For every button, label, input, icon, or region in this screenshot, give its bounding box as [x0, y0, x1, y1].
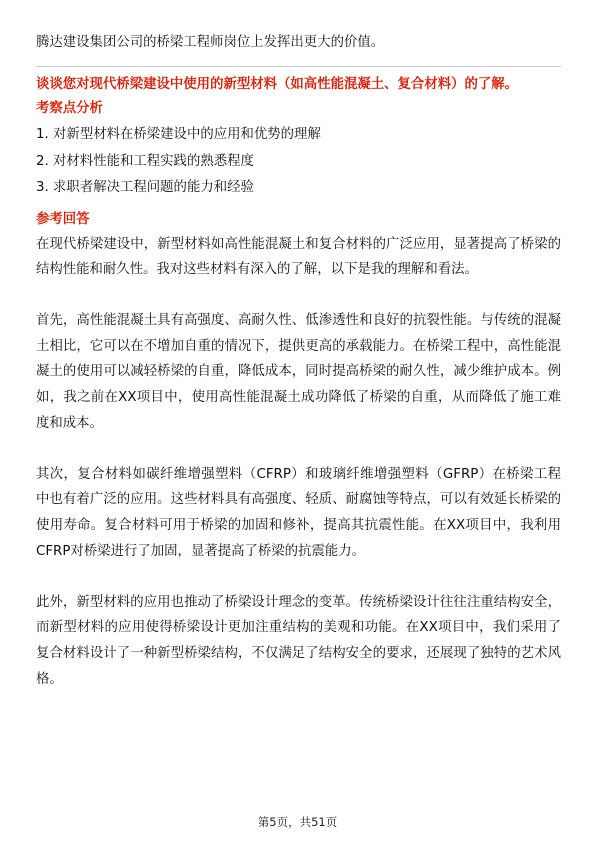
answer-heading: 参考回答: [36, 211, 90, 227]
analysis-heading: 考察点分析: [36, 101, 103, 116]
page-number: 第5页，共51页: [257, 815, 338, 829]
answer-paragraph: 此外，新型材料的应用也推动了桥梁设计理念的变革。传统桥梁设计往往注重结构安全，而新型材料的应用使得桥梁设计更加注重结构的美观和功能。在XX项目中，我们采用了复合材料设计了一种新型桥梁结构，不仅满足了结构安全的要求，还展现了独特的艺术风格。: [36, 594, 561, 687]
question-heading: 谈谈您对现代桥梁建设中使用的新型材料（如高性能混凝土、复合材料）的了解。: [36, 77, 519, 92]
analysis-point: 3. 求职者解决工程问题的能力和经验: [36, 180, 254, 195]
analysis-points: [36, 122, 561, 202]
section-divider: [36, 66, 561, 67]
answer-paragraph: 首先，高性能混凝土具有高强度、高耐久性、低渗透性和良好的抗裂性能。与传统的混凝土相比，它可以在不增加自重的情况下，提供更高的承载能力。在桥梁工程中，高性能混凝土的使用可以减轻桥梁的自重，降低成本，同时提高桥梁的耐久性，减少维护成本。例如，我之前在XX项目中，使用高性能混凝土成功降低了桥梁的自重，从而降低了施工难度和成本。: [36, 313, 561, 431]
document-page: [36, 30, 561, 718]
answer-paragraph: 其次，复合材料如碳纤维增强塑料（CFRP）和玻璃纤维增强塑料（GFRP）在桥梁工程中也有着广泛的应用。这些材料具有高强度、轻质、耐腐蚀等特点，可以有效延长桥梁的使用寿命。复合材料可用于桥梁的加固和修补，提高其抗震性能。在XX项目中，我利用CFRP对桥梁进行了加固，显著提高了桥梁的抗震能力。: [36, 466, 561, 559]
intro-text: 腾达建设集团公司的桥梁工程师岗位上发挥出更大的价值。: [36, 35, 385, 50]
analysis-point: 1. 对新型材料在桥梁建设中的应用和优势的理解: [36, 127, 321, 142]
answer-paragraph: 在现代桥梁建设中，新型材料如高性能混凝土和复合材料的广泛应用，显著提高了桥梁的结构性能和耐久性。我对这些材料有深入的了解，以下是我的理解和看法。: [36, 236, 561, 278]
analysis-point: 2. 对材料性能和工程实践的熟悉程度: [36, 153, 254, 169]
answer-body: [36, 232, 561, 693]
